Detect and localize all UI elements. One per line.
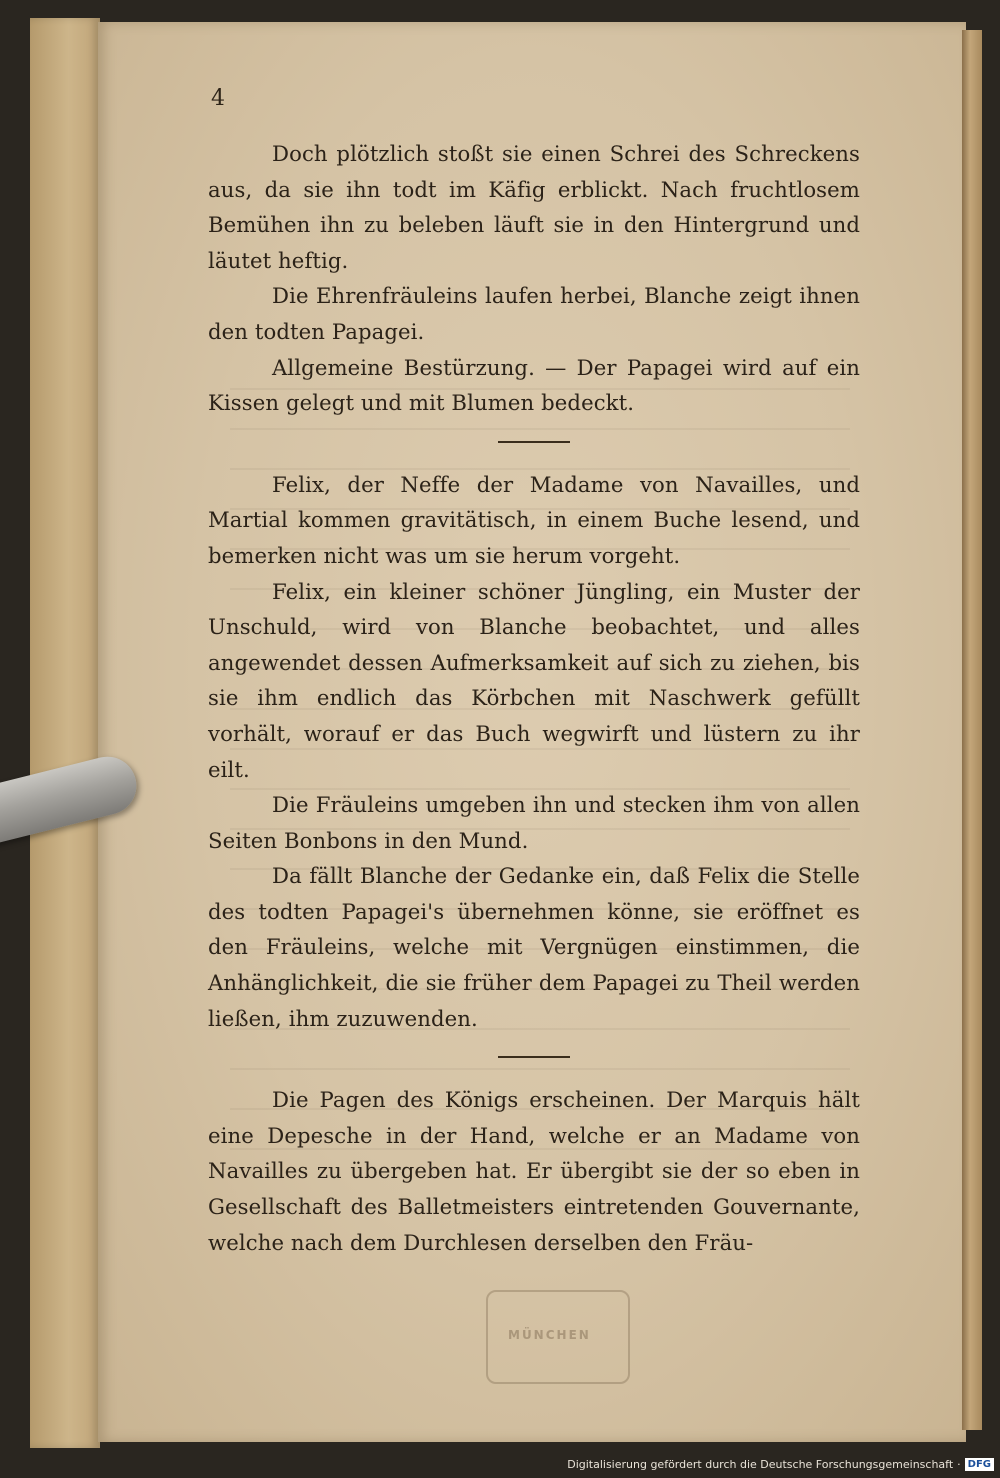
page-number: 4 [211, 86, 225, 111]
digitization-footer [567, 1458, 994, 1471]
page-text [208, 136, 860, 1260]
paragraph: Die Fräuleins umgeben ihn und stecken ihm von allen Seiten Bonbons in den Mund. [208, 792, 860, 853]
paragraph: Da fällt Blanche der Gedanke ein, daß Felix die Stelle des todten Papagei's übernehmen könne, sie eröffnet es den Fräuleins, welche mit Vergnügen einstimmen, die Anhänglichkeit, die sie früher dem Papagei zu Theil werden ließen, ihm zuzuwenden. [208, 863, 860, 1031]
paragraph: Doch plötzlich stoßt sie einen Schrei des Schreckens aus, da sie ihn todt im Käfig erblickt. Nach fruchtlosem Bemühen ihn zu beleben läuft sie in den Hintergrund und läutet heftig. [208, 141, 860, 273]
library-stamp-text: MÜNCHEN [508, 1328, 591, 1342]
footer-separator: · [957, 1458, 961, 1471]
dfg-logo: DFG [965, 1458, 994, 1471]
binding-strip [30, 18, 100, 1448]
paragraph: Felix, der Neffe der Madame von Navailles, und Martial kommen gravitätisch, in einem Buche lesend, und bemerken nicht was um sie herum vorgeht. [208, 471, 860, 568]
paragraph: Die Ehrenfräuleins laufen herbei, Blanche zeigt ihnen den todten Papagei. [208, 283, 860, 344]
section-divider [498, 441, 570, 443]
paragraph: Allgemeine Bestürzung. — Der Papagei wird auf ein Kissen gelegt und mit Blumen bedeckt. [208, 354, 860, 416]
footer-credit: Digitalisierung gefördert durch die Deutsche Forschungsgemeinschaft [567, 1458, 954, 1471]
paragraph: Felix, ein kleiner schöner Jüngling, ein Muster der Unschuld, wird von Blanche beobachtet, und alles angewendet dessen Aufmerksamkeit auf sich zu ziehen, bis sie ihm endlich das Körbchen mit Naschwerk gefüllt vorhält, worauf er das Buch wegwirft und lüstern zu ihr eilt. [208, 578, 860, 782]
section-divider [498, 1056, 570, 1058]
page-edge [962, 30, 982, 1430]
paragraph: Die Pagen des Königs erscheinen. Der Marquis hält eine Depesche in der Hand, welche er an Madame von Navailles zu übergeben hat. Er übergibt sie der so eben in Gesellschaft des Balletmeisters eintretenden Gouvernante, welche nach dem Durchlesen derselben den Fräu- [208, 1087, 860, 1255]
